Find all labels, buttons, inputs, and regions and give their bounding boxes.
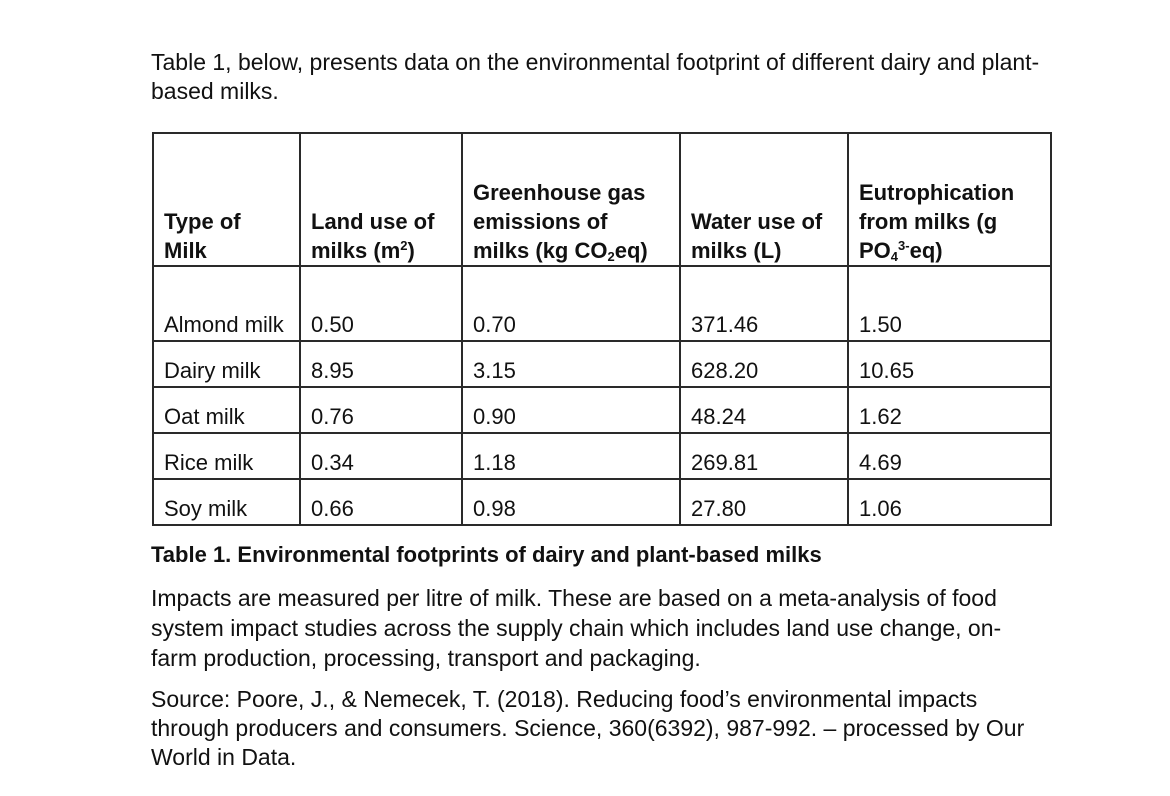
header-ghg <box>462 133 680 266</box>
header-water-use: Water use of milks (L) <box>680 133 848 266</box>
cell-water: 628.20 <box>680 341 848 387</box>
header-ghg-sub: 2 <box>607 249 615 264</box>
cell-land: 0.50 <box>300 266 462 341</box>
table-header-row <box>153 133 1051 266</box>
cell-land: 8.95 <box>300 341 462 387</box>
header-land-sup: 2 <box>400 238 408 253</box>
cell-ghg: 3.15 <box>462 341 680 387</box>
cell-eutro: 1.62 <box>848 387 1051 433</box>
cell-type: Almond milk <box>153 266 300 341</box>
table-row <box>153 266 1051 341</box>
header-ghg-text: Greenhouse gas emissions of milks (kg CO <box>473 180 646 263</box>
header-eutro-close: eq) <box>909 238 943 263</box>
table-row <box>153 433 1051 479</box>
cell-ghg: 0.70 <box>462 266 680 341</box>
cell-eutro: 4.69 <box>848 433 1051 479</box>
table-row <box>153 387 1051 433</box>
cell-water: 371.46 <box>680 266 848 341</box>
cell-ghg: 1.18 <box>462 433 680 479</box>
cell-water: 48.24 <box>680 387 848 433</box>
table-row <box>153 479 1051 525</box>
cell-water: 269.81 <box>680 433 848 479</box>
cell-ghg: 0.90 <box>462 387 680 433</box>
cell-land: 0.76 <box>300 387 462 433</box>
header-eutrophication <box>848 133 1051 266</box>
cell-eutro: 1.06 <box>848 479 1051 525</box>
header-land-use <box>300 133 462 266</box>
cell-eutro: 1.50 <box>848 266 1051 341</box>
cell-water: 27.80 <box>680 479 848 525</box>
header-eutro-text: Eutrophication from milks (g PO <box>859 180 1015 263</box>
cell-type: Dairy milk <box>153 341 300 387</box>
cell-land: 0.66 <box>300 479 462 525</box>
table-caption: Table 1. Environmental footprints of dairy and plant-based milks <box>151 542 822 567</box>
header-type: Type of Milk <box>153 133 300 266</box>
cell-type: Soy milk <box>153 479 300 525</box>
cell-type: Rice milk <box>153 433 300 479</box>
table-note: Impacts are measured per litre of milk. These are based on a meta-analysis of food system impact studies across the supply chain which includes land use change, on-farm production, processing, transport and packaging. <box>151 585 1002 671</box>
cell-type: Oat milk <box>153 387 300 433</box>
header-eutro-sup: 3- <box>898 238 910 253</box>
header-ghg-close: eq) <box>614 238 648 263</box>
cell-eutro: 10.65 <box>848 341 1051 387</box>
header-land-close: ) <box>407 238 415 263</box>
milk-footprint-table <box>152 132 1052 526</box>
header-eutro-sub: 4 <box>890 249 899 264</box>
cell-land: 0.34 <box>300 433 462 479</box>
source-citation: Source: Poore, J., & Nemecek, T. (2018). Reducing food’s environmental impacts through producers and consumers. Science, 360(6392), 987-992. – processed by Our World in Data. <box>151 686 1025 770</box>
table-row <box>153 341 1051 387</box>
header-land-text: Land use of milks (m <box>311 209 435 263</box>
intro-paragraph: Table 1, below, presents data on the environmental footprint of different dairy and plant-based milks. <box>151 49 1040 104</box>
cell-ghg: 0.98 <box>462 479 680 525</box>
